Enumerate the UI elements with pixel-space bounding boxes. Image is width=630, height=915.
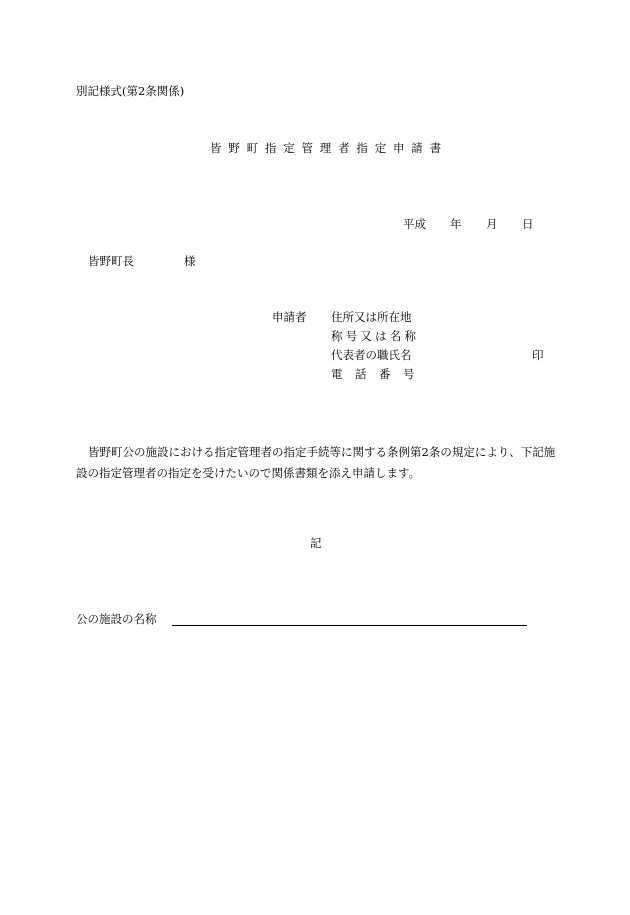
date-era: 平成 bbox=[403, 217, 426, 231]
phone-field-label: 電話番号 bbox=[331, 367, 427, 381]
application-statement: 皆野町公の施設における指定管理者の指定手続等に関する条例第2条の規定により、下記施設の指定管理者の指定を受けたいので関係書類を添え申請します。 bbox=[76, 445, 556, 480]
date-month-label: 月 bbox=[486, 217, 498, 231]
facility-name-label: 公の施設の名称 bbox=[76, 612, 157, 626]
date-year-label: 年 bbox=[450, 217, 462, 231]
name-field-label: 称号又は名称 bbox=[331, 329, 420, 343]
addressee-honorific: 様 bbox=[184, 254, 196, 268]
ki-heading: 記 bbox=[310, 536, 322, 550]
seal-mark: 印 bbox=[532, 348, 544, 362]
document-title: 皆野町指定管理者指定申請書 bbox=[210, 141, 448, 155]
applicant-label: 申請者 bbox=[272, 310, 307, 324]
facility-name-underline[interactable] bbox=[172, 625, 527, 626]
address-field-label: 住所又は所在地 bbox=[331, 310, 412, 324]
date-day-label: 日 bbox=[522, 217, 534, 231]
addressee-name: 皆野町長 bbox=[88, 254, 134, 268]
form-reference: 別記様式(第2条関係) bbox=[76, 84, 185, 98]
representative-field-label: 代表者の職氏名 bbox=[331, 348, 412, 362]
